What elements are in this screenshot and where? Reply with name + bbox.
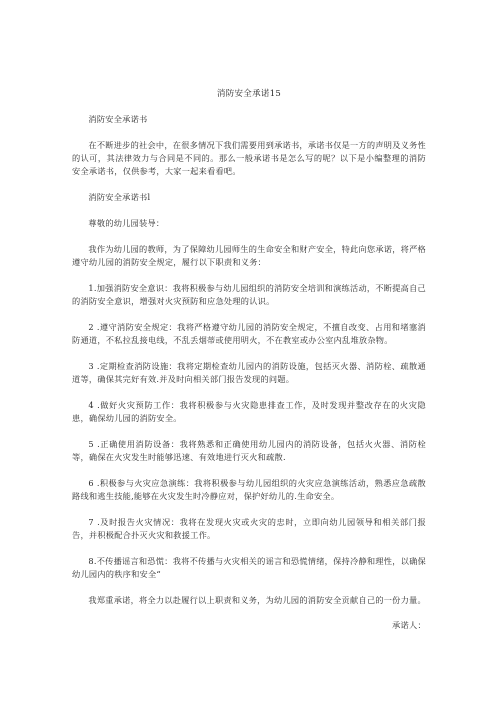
commitment-item-6: 6 .积极参与火灾应急演练：我将积极参与幼儿园组织的火灾应急演练活动，熟悉应急疏散路线和逃生技能,能够在火灾发生时冷静应对，保护好幼儿的.生命安全。 xyxy=(72,477,426,501)
commitment-item-5: 5 .正确使用消防设备：我将熟悉和正确使用幼儿园内的消防设备，包括火火器、消防栓等，确保在火灾发生时能够迅速、有效地进行灭火和疏散. xyxy=(72,438,426,462)
document-subtitle: 消防安全承诺书 xyxy=(88,114,148,124)
commitment-item-2: 2 .遵守消防安全规定：我将严格遵守幼儿园的消防安全规定，不擅自改变、占用和堵塞消防通道，不私拉乱接电线，不乱丢烟蒂或使用明火，不在教室或办公室内乱堆放杂物。 xyxy=(72,321,426,345)
document-title: 消防安全承诺15 xyxy=(216,89,282,99)
lead-paragraph: 我作为幼儿园的教师，为了保障幼儿园师生的生命安全和财产安全，特此向您承诺，将严格遵守幼儿园的消防安全规定，履行以下职责和义务： xyxy=(72,243,426,267)
commitment-item-7: 7 .及时报告火灾情况：我将在发现火灾或火灾的忠时，立即向幼儿园领导和相关部门报告，并积极配合扑灭火灾和救援工作。 xyxy=(72,516,426,540)
salutation: 尊敬的幼儿园装导： xyxy=(88,217,165,228)
intro-paragraph: 在不断进步的社会中，在很多情况下我们需要用到承诺书，承诺书仅是一方的声明及义务性的认可，其法律效力与合同是不同的。那么一般承诺书是怎么写的呢？以下是小编整理的消防安全承诺书，仅供参考，大家一起来看看吧。 xyxy=(72,139,426,177)
commitment-item-1: 1.加强消防安全意识：我将积极参与幼儿园组织的消防安全培训和演练活动，不断提高自己的消防安全意识，增强对火灾预防和应急处理的认识。 xyxy=(72,282,426,306)
commitment-item-4: 4 .做好火灾预防工作：我将积极参与火灾隐患排查工作，及时发现并整改存在的火灾隐患，确保幼儿园的消防安全。 xyxy=(72,399,426,423)
commitment-item-8: 8.不传播谣言和恐慌：我将不传播与火灾相关的谣言和恐慌情绪，保持冷静和理性，以确保幼儿园内的秩序和安全“ xyxy=(72,555,426,579)
section-heading: 消防安全承诺书l xyxy=(88,192,151,202)
signature-label: 承诺人： xyxy=(392,620,426,631)
closing-paragraph: 我郑重承诺，将全力以赴履行以上职责和义务，为幼儿园的消防安全贡献自己的一份力量。 xyxy=(88,594,426,605)
commitment-item-3: 3 .定期检查消防设施：我将定期检查幼儿园内的消防设施，包括灭火器、消防栓、疏散通道等，确保其完好有效.并及时向相关部门报告发现的问题。 xyxy=(72,360,426,384)
